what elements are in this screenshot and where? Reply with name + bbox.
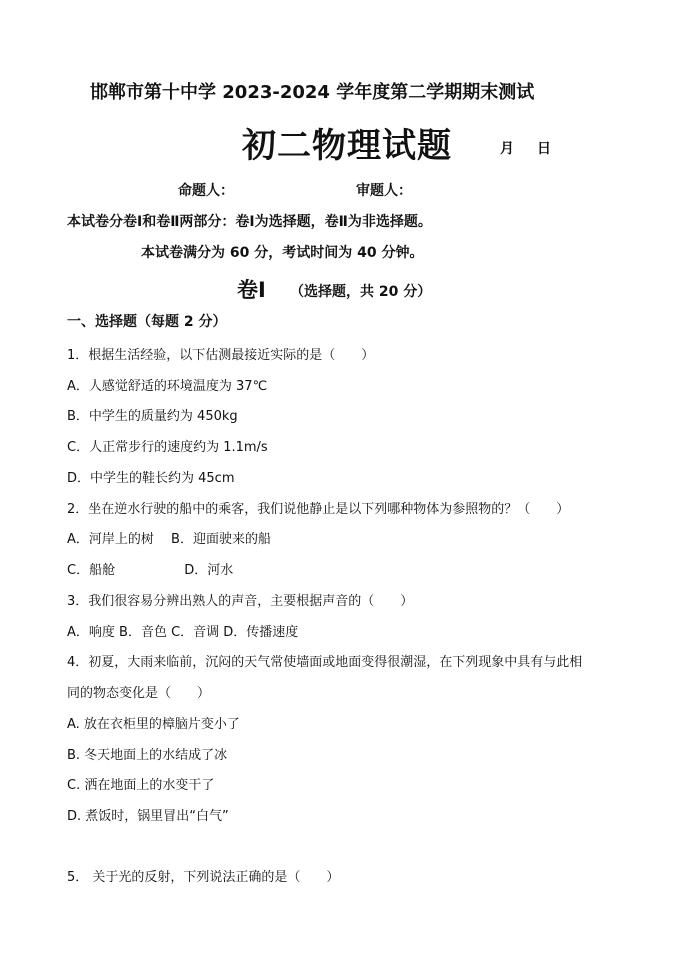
question-stem-4-cont: 同的物态变化是（ ） <box>67 686 211 701</box>
section-title: 一、选择题（每题 2 分） <box>67 314 227 330</box>
school-line: 邯郸市第十中学 2023-2024 学年度第二学期期末测试 <box>90 82 535 103</box>
intro-line-1: 本试卷分卷Ⅰ和卷Ⅱ两部分：卷Ⅰ为选择题，卷Ⅱ为非选择题。 <box>67 214 432 230</box>
question-3-options: A．响度 B．音色 C．音调 D．传播速度 <box>67 625 299 640</box>
question-stem-2: 2．坐在逆水行驶的船中的乘客，我们说他静止是以下列哪种物体为参照物的？（ ） <box>67 502 570 517</box>
question-4-option-d: D. 煮饭时，锅里冒出“白气” <box>67 809 229 824</box>
reviewer-label: 审题人： <box>356 183 412 199</box>
question-stem-3: 3．我们很容易分辨出熟人的声音，主要根据声音的（ ） <box>67 594 414 609</box>
question-2-options-cd: C．船舱 D．河水 <box>67 563 234 578</box>
question-stem-4: 4．初夏，大雨来临前，沉闷的天气常使墙面或地面变得很潮湿，在下列现象中具有与此相 <box>67 655 583 670</box>
question-2-options-ab: A．河岸上的树 B．迎面驶来的船 <box>67 532 271 547</box>
day-label: 日 <box>537 141 551 157</box>
setter-label: 命题人： <box>178 183 234 199</box>
question-4-option-a: A. 放在衣柜里的樟脑片变小了 <box>67 717 240 732</box>
volume-subtitle: （选择题，共 20 分） <box>290 284 432 300</box>
question-4-option-b: B. 冬天地面上的水结成了冰 <box>67 748 228 763</box>
question-1-option-b: B．中学生的质量约为 450kg <box>67 409 238 424</box>
question-1-option-d: D．中学生的鞋长约为 45cm <box>67 471 235 486</box>
intro-line-2: 本试卷满分为 60 分，考试时间为 40 分钟。 <box>141 245 424 261</box>
question-stem-1: 1．根据生活经验，以下估测最接近实际的是（ ） <box>67 348 375 363</box>
month-label: 月 <box>500 141 514 157</box>
question-1-option-a: A．人感觉舒适的环境温度为 37℃ <box>67 379 268 394</box>
question-1-option-c: C．人正常步行的速度约为 1.1m/s <box>67 440 268 455</box>
volume-title: 卷Ⅰ <box>237 278 266 302</box>
question-stem-5: 5． 关于光的反射，下列说法正确的是（ ） <box>67 870 340 885</box>
question-4-option-c: C. 洒在地面上的水变干了 <box>67 778 215 793</box>
page-title: 初二物理试题 <box>242 126 452 166</box>
